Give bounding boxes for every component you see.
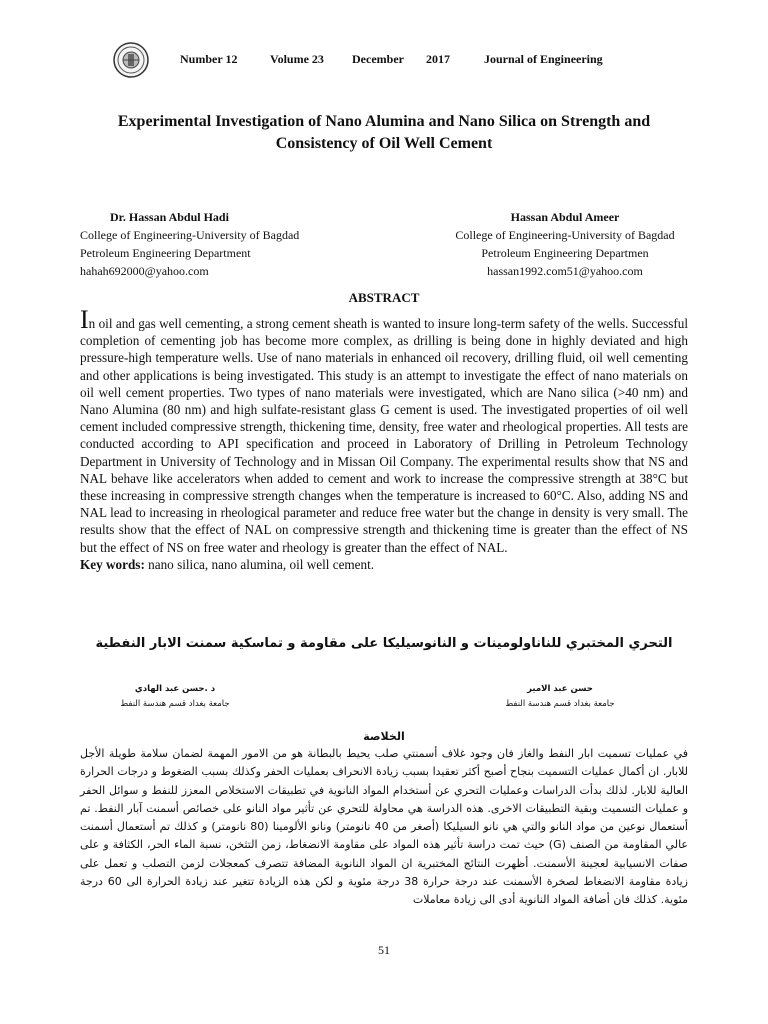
issue-number: Number 12 <box>180 52 238 66</box>
arabic-summary-heading: الخلاصة <box>363 730 405 743</box>
arabic-author-name: حسن عبد الامير <box>527 684 593 694</box>
keywords-list: nano silica, nano alumina, oil well cement. <box>144 556 375 572</box>
author-name: Hassan Abdul Ameer <box>510 210 620 224</box>
author-email: hahah692000@yahoo.com <box>80 264 209 278</box>
author-block-2 <box>420 208 710 280</box>
arabic-author-block-right <box>500 682 620 712</box>
author-email: hassan1992.com51@yahoo.com <box>487 264 643 278</box>
running-header <box>180 52 603 67</box>
author-affiliation: College of Engineering-University of Bagdad <box>80 228 300 242</box>
author-department: Petroleum Engineering Department <box>80 246 251 260</box>
issue-year: 2017 <box>426 52 450 66</box>
author-block-1 <box>80 208 380 280</box>
page-number: 51 <box>378 943 390 957</box>
author-name: Dr. Hassan Abdul Hadi <box>110 210 229 224</box>
title-line-1: Experimental Investigation of Nano Alumina and Nano Silica on Strength and <box>117 113 651 130</box>
drop-cap: I <box>80 305 89 334</box>
paper-title <box>60 111 708 155</box>
arabic-title: التحري المختبري للناناولومينات و النانوسيليكا على مقاومة و تماسكية سمنت الابار النفطية <box>95 636 673 651</box>
arabic-summary-body: في عمليات تسميت ابار النفط والغاز فان وجود غلاف أسمنتي صلب يحيط بالبطانة هو من الامور المهمة لضمان سلامة طويلة الأجل للابار. ان أكمال عمليات التسميت بنجاح أصبح أكثر تعقيدا بسبب زيادة الانحراف بعمليات الحفر وكذلك بسبب الضغوط و درجات الحرارة العالية للابار. لذلك بدأت الدراسات وعمليات التحري عن أستخدام المواد النانوية في تطبيقات الاستخلاص المعزز للنفط و سوائل الحفر و عمليات التسميت وبقية التطبيقات الاخرى. هذه الدراسة هي محاولة للتحري عن تأثير مواد النانو على خصائص أسمنت آبار النفط. تم أستعمال نوعين من مواد النانو والتي هي نانو السيليكا (أصغر من 40 نانومتر) ونانو الألومينا (80 نانومتر) و كذلك تم أستعمال أسمنت عالي المقاومة من الصنف (G) حيث تمت دراسة تأثير هذه المواد على مقاومة الانضغاط، زمن التثخن، نسبة الماء الحر، الكثافة و على صفات الانسيابية لعجينة الأسمنت. أظهرت النتائج المختبرية ان المواد النانوية المضافة تتصرف كمعجلات لزمن التصلب و تعمل على زيادة مقاومة الانضغاط لصخرة الأسمنت عند درجة حرارة 38 درجة مئوية و لكن هذه الزيادة تتغير عند زيادة الحرارة الى 60 درجة مئوية. كذلك فان أضافة المواد النانوية أدى الى زيادة معاملات <box>80 747 688 907</box>
keywords-label: Key words: <box>80 556 145 572</box>
abstract-text: n oil and gas well cementing, a strong cement sheath is wanted to insure long-term safety of the wells. Successful completion of cementing job has become more complex, as drilling is being done in highly deviated and high pressure-high temperature wells. Use of nano materials in enhanced oil recovery, drilling fluid, oil well cementing and other applications is being investigated. This study is an attempt to investigate the effect of nano materials on oil well cement properties. Two types of nano materials were investigated, which are Nano silica (>40 nm) and Nano Alumina (80 nm) and high sulfate-resistant glass G cement is used. The investigated properties of oil well cement included compressive strength, thickening time, density, free water and rheological properties. All tests are conducted according to API specification and proceed in Laboratory of Drilling in Petroleum Technology Department in University of Technology and in Missan Oil Company. The experimental results show that NS and NAL behave like accelerators when added to cement and work to increase the compressive strength at 38°C but these increasing in compressive strength changes when the temperature is increased to 60°C. Also, adding NS and NAL lead to increasing in rheological parameter and reduce free water but the change in density is very small. The results show that the effect of NAL on compressive strength and thickening time is greater than the effect of NS but the effect of NS on free water and rheology is greater than the effect of NAL. <box>80 316 688 555</box>
university-seal-icon <box>113 42 149 78</box>
title-line-2: Consistency of Oil Well Cement <box>275 135 493 152</box>
abstract-heading: ABSTRACT <box>348 290 420 305</box>
arabic-author-affiliation: جامعة بغداد قسم هندسة النفط <box>120 699 230 709</box>
arabic-author-name: د .حسن عبد الهادي <box>134 684 216 694</box>
issue-month: December <box>352 52 404 66</box>
keywords <box>80 556 688 573</box>
author-affiliation: College of Engineering-University of Bagdad <box>455 228 675 242</box>
arabic-author-block-left <box>110 682 240 712</box>
arabic-author-affiliation: جامعة بغداد قسم هندسة النفط <box>505 699 615 709</box>
author-department: Petroleum Engineering Departmen <box>481 246 649 260</box>
abstract-body <box>80 305 688 573</box>
volume-number: Volume 23 <box>270 52 324 66</box>
journal-name: Journal of Engineering <box>484 52 603 66</box>
